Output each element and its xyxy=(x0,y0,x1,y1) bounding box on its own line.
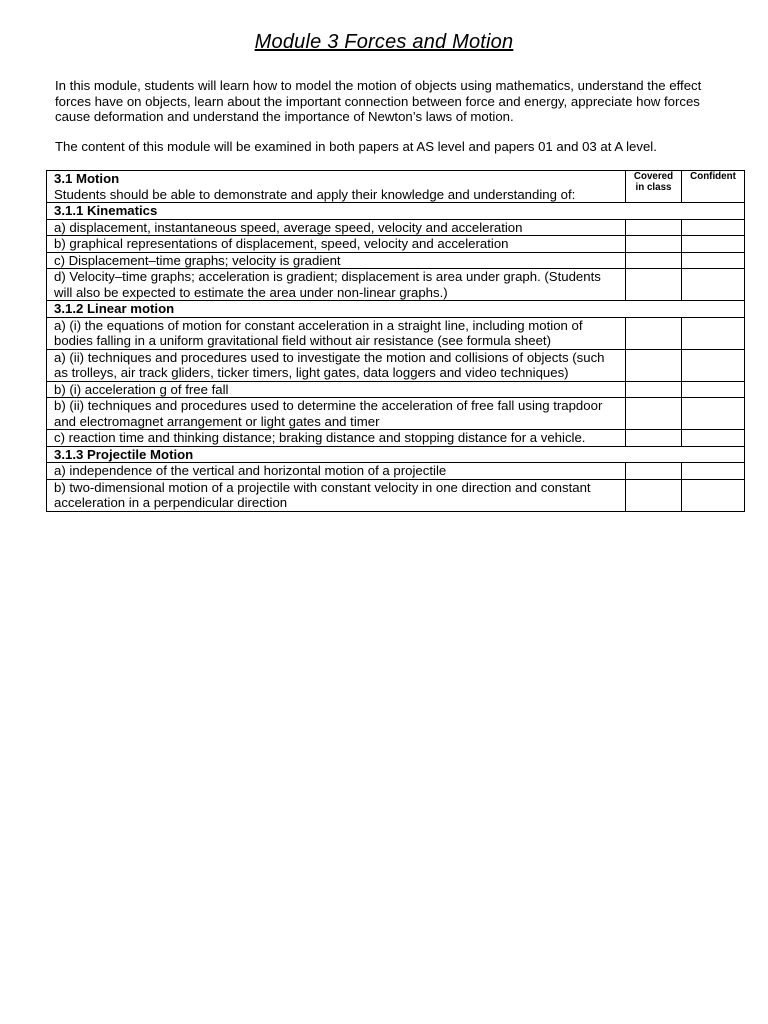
objective-text: c) reaction time and thinking distance; braking distance and stopping distance for a vehicle. xyxy=(47,430,626,447)
confident-checkbox-cell[interactable] xyxy=(682,479,745,511)
confident-header: Confident xyxy=(682,171,745,203)
objective-text: a) independence of the vertical and horizontal motion of a projectile xyxy=(47,463,626,480)
confident-checkbox-cell[interactable] xyxy=(682,398,745,430)
confident-checkbox-cell[interactable] xyxy=(682,317,745,349)
table-row xyxy=(47,236,745,253)
table-heading: 3.1 Motion xyxy=(54,171,120,186)
covered-checkbox-cell[interactable] xyxy=(626,252,682,269)
table-row xyxy=(47,430,745,447)
section-title-kinematics: 3.1.1 Kinematics xyxy=(47,203,745,220)
intro-paragraph: In this module, students will learn how to model the motion of objects using mathematics, understand the effect forces have on objects, learn about the important connection between force and energy, appreciate how forces cause deformation and understand the importance of Newton’s laws of motion. xyxy=(55,78,702,124)
table-row xyxy=(47,252,745,269)
confident-checkbox-cell[interactable] xyxy=(682,381,745,398)
covered-checkbox-cell[interactable] xyxy=(626,317,682,349)
table-header-row xyxy=(47,171,745,203)
table-row xyxy=(47,398,745,430)
objective-text: a) (i) the equations of motion for constant acceleration in a straight line, including motion of bodies falling in a uniform gravitational field without air resistance (see formula sheet) xyxy=(47,317,626,349)
section-row xyxy=(47,301,745,318)
table-row xyxy=(47,269,745,301)
objective-text: b) (i) acceleration g of free fall xyxy=(47,381,626,398)
objective-text: b) two-dimensional motion of a projectile with constant velocity in one direction and constant acceleration in a perpendicular direction xyxy=(47,479,626,511)
objective-text: b) (ii) techniques and procedures used to determine the acceleration of free fall using trapdoor and electromagnet arrangement or light gates and timer xyxy=(47,398,626,430)
covered-checkbox-cell[interactable] xyxy=(626,479,682,511)
table-row xyxy=(47,219,745,236)
section-row xyxy=(47,203,745,220)
covered-checkbox-cell[interactable] xyxy=(626,463,682,480)
objective-text: b) graphical representations of displacement, speed, velocity and acceleration xyxy=(47,236,626,253)
objective-text: a) (ii) techniques and procedures used to investigate the motion and collisions of objects (such as trolleys, air track gliders, ticker timers, light gates, data loggers and video techniques) xyxy=(47,349,626,381)
objective-text: a) displacement, instantaneous speed, average speed, velocity and acceleration xyxy=(47,219,626,236)
covered-checkbox-cell[interactable] xyxy=(626,219,682,236)
covered-checkbox-cell[interactable] xyxy=(626,381,682,398)
covered-in-class-header: Covered in class xyxy=(626,171,682,203)
confident-checkbox-cell[interactable] xyxy=(682,236,745,253)
section-title-linear-motion: 3.1.2 Linear motion xyxy=(47,301,745,318)
confident-checkbox-cell[interactable] xyxy=(682,219,745,236)
table-row xyxy=(47,479,745,511)
table-subheading: Students should be able to demonstrate and apply their knowledge and understanding of: xyxy=(54,186,576,202)
document-title: Module 3 Forces and Motion xyxy=(254,31,514,53)
table-row xyxy=(47,381,745,398)
checklist-table xyxy=(46,170,745,512)
covered-checkbox-cell[interactable] xyxy=(626,349,682,381)
confident-checkbox-cell[interactable] xyxy=(682,349,745,381)
confident-checkbox-cell[interactable] xyxy=(682,463,745,480)
confident-checkbox-cell[interactable] xyxy=(682,430,745,447)
covered-checkbox-cell[interactable] xyxy=(626,430,682,447)
covered-checkbox-cell[interactable] xyxy=(626,398,682,430)
objective-text: c) Displacement–time graphs; velocity is gradient xyxy=(47,252,626,269)
exam-note-paragraph: The content of this module will be examined in both papers at AS level and papers 01 and 03 at A level. xyxy=(55,139,657,154)
table-heading-cell xyxy=(47,171,626,203)
table-row xyxy=(47,349,745,381)
section-title-projectile-motion: 3.1.3 Projectile Motion xyxy=(47,446,745,463)
table-row xyxy=(47,317,745,349)
objective-text: d) Velocity–time graphs; acceleration is gradient; displacement is area under graph. (Students will also be expected to estimate the area under non-linear graphs.) xyxy=(47,269,626,301)
covered-checkbox-cell[interactable] xyxy=(626,236,682,253)
table-row xyxy=(47,463,745,480)
section-row xyxy=(47,446,745,463)
covered-checkbox-cell[interactable] xyxy=(626,269,682,301)
confident-checkbox-cell[interactable] xyxy=(682,252,745,269)
confident-checkbox-cell[interactable] xyxy=(682,269,745,301)
